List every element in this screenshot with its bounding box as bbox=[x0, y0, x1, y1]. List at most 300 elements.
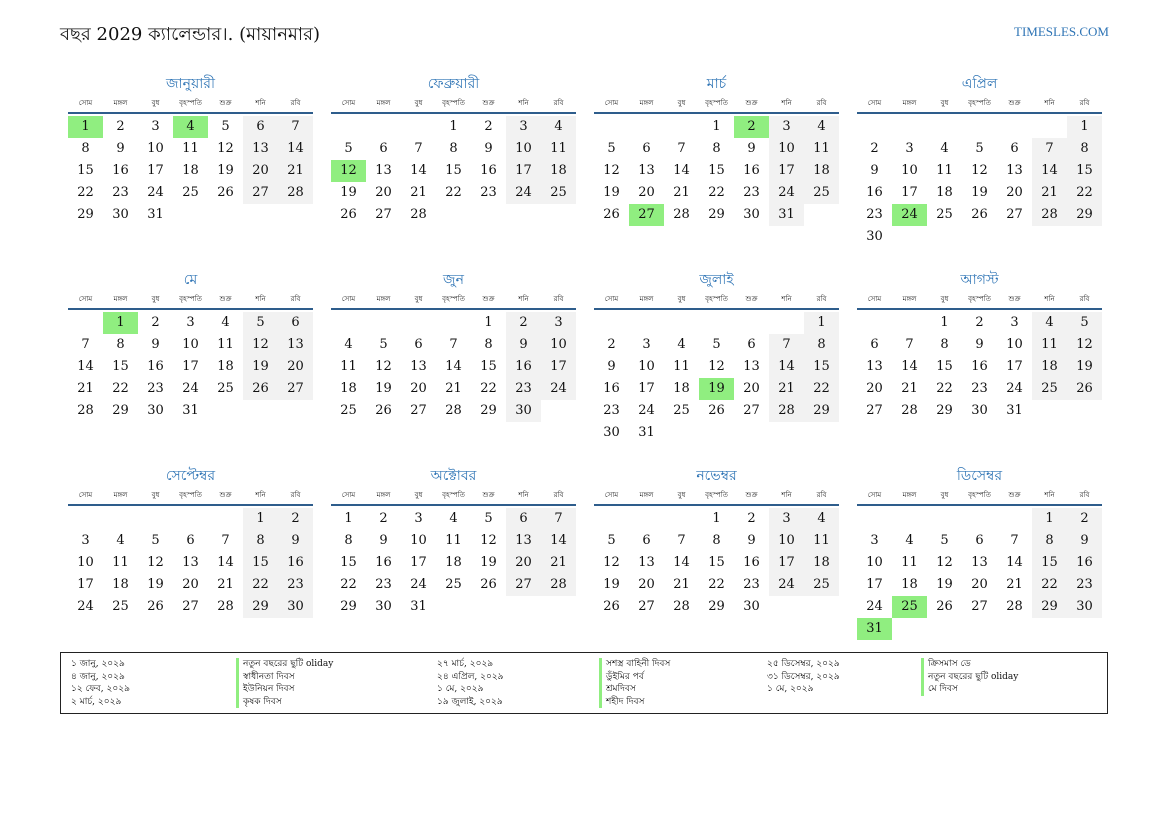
day-cell[interactable]: 6 bbox=[379, 141, 388, 156]
day-cell[interactable]: 9 bbox=[379, 533, 388, 548]
day-cell[interactable]: 28 bbox=[278, 182, 313, 204]
day-cell[interactable]: 26 bbox=[936, 599, 953, 614]
holiday-day-cell[interactable]: 1 bbox=[68, 116, 103, 138]
day-cell[interactable]: 4 bbox=[221, 315, 230, 330]
day-cell[interactable]: 15 bbox=[1032, 552, 1067, 574]
day-cell[interactable]: 8 bbox=[484, 337, 493, 352]
day-cell[interactable]: 15 bbox=[708, 163, 725, 178]
day-cell[interactable]: 16 bbox=[147, 359, 164, 374]
day-cell[interactable]: 30 bbox=[1067, 596, 1102, 618]
day-cell[interactable]: 3 bbox=[186, 315, 195, 330]
day-cell[interactable]: 28 bbox=[901, 403, 918, 418]
day-cell[interactable]: 30 bbox=[603, 425, 620, 440]
day-cell[interactable]: 9 bbox=[870, 163, 879, 178]
day-cell[interactable]: 12 bbox=[480, 533, 497, 548]
day-cell[interactable]: 22 bbox=[480, 381, 497, 396]
day-cell[interactable]: 21 bbox=[901, 381, 918, 396]
day-cell[interactable]: 22 bbox=[804, 378, 839, 400]
day-cell[interactable]: 11 bbox=[541, 138, 576, 160]
day-cell[interactable]: 9 bbox=[975, 337, 984, 352]
day-cell[interactable]: 18 bbox=[804, 160, 839, 182]
day-cell[interactable]: 19 bbox=[217, 163, 234, 178]
day-cell[interactable]: 30 bbox=[375, 599, 392, 614]
day-cell[interactable]: 26 bbox=[480, 577, 497, 592]
day-cell[interactable]: 26 bbox=[708, 403, 725, 418]
day-cell[interactable]: 21 bbox=[541, 552, 576, 574]
day-cell[interactable]: 28 bbox=[410, 207, 427, 222]
day-cell[interactable]: 14 bbox=[1032, 160, 1067, 182]
day-cell[interactable]: 18 bbox=[217, 359, 234, 374]
day-cell[interactable]: 29 bbox=[708, 599, 725, 614]
day-cell[interactable]: 9 bbox=[484, 141, 493, 156]
day-cell[interactable]: 4 bbox=[449, 511, 458, 526]
day-cell[interactable]: 21 bbox=[278, 160, 313, 182]
day-cell[interactable]: 7 bbox=[449, 337, 458, 352]
day-cell[interactable]: 14 bbox=[217, 555, 234, 570]
day-cell[interactable]: 24 bbox=[769, 182, 804, 204]
day-cell[interactable]: 26 bbox=[217, 185, 234, 200]
day-cell[interactable]: 13 bbox=[1006, 163, 1023, 178]
day-cell[interactable]: 25 bbox=[217, 381, 234, 396]
day-cell[interactable]: 16 bbox=[506, 356, 541, 378]
day-cell[interactable]: 4 bbox=[905, 533, 914, 548]
day-cell[interactable]: 21 bbox=[445, 381, 462, 396]
day-cell[interactable]: 1 bbox=[940, 315, 949, 330]
day-cell[interactable]: 3 bbox=[81, 533, 90, 548]
day-cell[interactable]: 29 bbox=[243, 596, 278, 618]
day-cell[interactable]: 10 bbox=[541, 334, 576, 356]
day-cell[interactable]: 19 bbox=[603, 185, 620, 200]
day-cell[interactable]: 31 bbox=[410, 599, 427, 614]
day-cell[interactable]: 23 bbox=[112, 185, 129, 200]
day-cell[interactable]: 23 bbox=[480, 185, 497, 200]
day-cell[interactable]: 19 bbox=[936, 577, 953, 592]
day-cell[interactable]: 25 bbox=[182, 185, 199, 200]
day-cell[interactable]: 19 bbox=[243, 356, 278, 378]
day-cell[interactable]: 11 bbox=[217, 337, 234, 352]
day-cell[interactable]: 5 bbox=[975, 141, 984, 156]
day-cell[interactable]: 16 bbox=[971, 359, 988, 374]
day-cell[interactable]: 6 bbox=[186, 533, 195, 548]
day-cell[interactable]: 17 bbox=[769, 160, 804, 182]
day-cell[interactable]: 9 bbox=[607, 359, 616, 374]
day-cell[interactable]: 27 bbox=[1006, 207, 1023, 222]
day-cell[interactable]: 8 bbox=[116, 337, 125, 352]
day-cell[interactable]: 17 bbox=[769, 552, 804, 574]
day-cell[interactable]: 24 bbox=[769, 574, 804, 596]
day-cell[interactable]: 13 bbox=[638, 555, 655, 570]
day-cell[interactable]: 3 bbox=[541, 312, 576, 334]
day-cell[interactable]: 8 bbox=[243, 530, 278, 552]
day-cell[interactable]: 28 bbox=[673, 207, 690, 222]
day-cell[interactable]: 23 bbox=[743, 185, 760, 200]
day-cell[interactable]: 4 bbox=[116, 533, 125, 548]
day-cell[interactable]: 7 bbox=[81, 337, 90, 352]
day-cell[interactable]: 21 bbox=[1032, 182, 1067, 204]
day-cell[interactable]: 27 bbox=[278, 378, 313, 400]
day-cell[interactable]: 23 bbox=[375, 577, 392, 592]
day-cell[interactable]: 5 bbox=[484, 511, 493, 526]
day-cell[interactable]: 1 bbox=[1032, 508, 1067, 530]
day-cell[interactable]: 21 bbox=[217, 577, 234, 592]
day-cell[interactable]: 16 bbox=[603, 381, 620, 396]
day-cell[interactable]: 21 bbox=[769, 378, 804, 400]
day-cell[interactable]: 20 bbox=[375, 185, 392, 200]
day-cell[interactable]: 15 bbox=[480, 359, 497, 374]
day-cell[interactable]: 18 bbox=[112, 577, 129, 592]
holiday-day-cell[interactable]: 2 bbox=[734, 116, 769, 138]
day-cell[interactable]: 12 bbox=[936, 555, 953, 570]
day-cell[interactable]: 20 bbox=[638, 577, 655, 592]
day-cell[interactable]: 14 bbox=[410, 163, 427, 178]
day-cell[interactable]: 24 bbox=[1006, 381, 1023, 396]
day-cell[interactable]: 30 bbox=[506, 400, 541, 422]
day-cell[interactable]: 19 bbox=[1067, 356, 1102, 378]
day-cell[interactable]: 23 bbox=[971, 381, 988, 396]
day-cell[interactable]: 5 bbox=[1067, 312, 1102, 334]
day-cell[interactable]: 27 bbox=[638, 599, 655, 614]
day-cell[interactable]: 24 bbox=[506, 182, 541, 204]
day-cell[interactable]: 18 bbox=[182, 163, 199, 178]
day-cell[interactable]: 20 bbox=[971, 577, 988, 592]
day-cell[interactable]: 18 bbox=[936, 185, 953, 200]
day-cell[interactable]: 14 bbox=[445, 359, 462, 374]
day-cell[interactable]: 14 bbox=[901, 359, 918, 374]
day-cell[interactable]: 6 bbox=[642, 141, 651, 156]
day-cell[interactable]: 16 bbox=[480, 163, 497, 178]
day-cell[interactable]: 18 bbox=[445, 555, 462, 570]
day-cell[interactable]: 25 bbox=[1032, 378, 1067, 400]
day-cell[interactable]: 11 bbox=[901, 555, 918, 570]
day-cell[interactable]: 16 bbox=[112, 163, 129, 178]
day-cell[interactable]: 19 bbox=[603, 577, 620, 592]
day-cell[interactable]: 2 bbox=[870, 141, 879, 156]
day-cell[interactable]: 29 bbox=[1032, 596, 1067, 618]
day-cell[interactable]: 6 bbox=[870, 337, 879, 352]
day-cell[interactable]: 20 bbox=[638, 185, 655, 200]
day-cell[interactable]: 17 bbox=[1006, 359, 1023, 374]
day-cell[interactable]: 11 bbox=[1032, 334, 1067, 356]
day-cell[interactable]: 27 bbox=[182, 599, 199, 614]
day-cell[interactable]: 15 bbox=[445, 163, 462, 178]
day-cell[interactable]: 29 bbox=[936, 403, 953, 418]
day-cell[interactable]: 16 bbox=[375, 555, 392, 570]
day-cell[interactable]: 9 bbox=[747, 533, 756, 548]
day-cell[interactable]: 16 bbox=[743, 555, 760, 570]
day-cell[interactable]: 20 bbox=[182, 577, 199, 592]
day-cell[interactable]: 19 bbox=[971, 185, 988, 200]
day-cell[interactable]: 29 bbox=[708, 207, 725, 222]
day-cell[interactable]: 13 bbox=[638, 163, 655, 178]
day-cell[interactable]: 22 bbox=[77, 185, 94, 200]
day-cell[interactable]: 6 bbox=[278, 312, 313, 334]
day-cell[interactable]: 17 bbox=[77, 577, 94, 592]
day-cell[interactable]: 19 bbox=[375, 381, 392, 396]
day-cell[interactable]: 27 bbox=[410, 403, 427, 418]
day-cell[interactable]: 10 bbox=[147, 141, 164, 156]
day-cell[interactable]: 20 bbox=[506, 552, 541, 574]
holiday-day-cell[interactable]: 27 bbox=[629, 204, 664, 226]
day-cell[interactable]: 8 bbox=[344, 533, 353, 548]
day-cell[interactable]: 6 bbox=[243, 116, 278, 138]
day-cell[interactable]: 22 bbox=[1032, 574, 1067, 596]
holiday-day-cell[interactable]: 24 bbox=[892, 204, 927, 226]
day-cell[interactable]: 26 bbox=[1067, 378, 1102, 400]
day-cell[interactable]: 15 bbox=[936, 359, 953, 374]
day-cell[interactable]: 16 bbox=[1067, 552, 1102, 574]
day-cell[interactable]: 6 bbox=[975, 533, 984, 548]
day-cell[interactable]: 30 bbox=[971, 403, 988, 418]
day-cell[interactable]: 23 bbox=[603, 403, 620, 418]
day-cell[interactable]: 22 bbox=[112, 381, 129, 396]
day-cell[interactable]: 7 bbox=[1032, 138, 1067, 160]
day-cell[interactable]: 2 bbox=[607, 337, 616, 352]
day-cell[interactable]: 19 bbox=[480, 555, 497, 570]
day-cell[interactable]: 15 bbox=[1067, 160, 1102, 182]
day-cell[interactable]: 3 bbox=[642, 337, 651, 352]
day-cell[interactable]: 25 bbox=[340, 403, 357, 418]
day-cell[interactable]: 17 bbox=[410, 555, 427, 570]
day-cell[interactable]: 23 bbox=[1067, 574, 1102, 596]
day-cell[interactable]: 7 bbox=[1010, 533, 1019, 548]
day-cell[interactable]: 10 bbox=[410, 533, 427, 548]
day-cell[interactable]: 18 bbox=[1032, 356, 1067, 378]
day-cell[interactable]: 31 bbox=[147, 207, 164, 222]
day-cell[interactable]: 3 bbox=[905, 141, 914, 156]
day-cell[interactable]: 17 bbox=[901, 185, 918, 200]
day-cell[interactable]: 15 bbox=[804, 356, 839, 378]
day-cell[interactable]: 27 bbox=[971, 599, 988, 614]
day-cell[interactable]: 9 bbox=[151, 337, 160, 352]
day-cell[interactable]: 5 bbox=[607, 533, 616, 548]
day-cell[interactable]: 25 bbox=[445, 577, 462, 592]
day-cell[interactable]: 13 bbox=[410, 359, 427, 374]
day-cell[interactable]: 18 bbox=[340, 381, 357, 396]
day-cell[interactable]: 17 bbox=[182, 359, 199, 374]
day-cell[interactable]: 3 bbox=[1010, 315, 1019, 330]
day-cell[interactable]: 29 bbox=[77, 207, 94, 222]
day-cell[interactable]: 7 bbox=[769, 334, 804, 356]
day-cell[interactable]: 16 bbox=[866, 185, 883, 200]
day-cell[interactable]: 19 bbox=[340, 185, 357, 200]
day-cell[interactable]: 1 bbox=[344, 511, 353, 526]
day-cell[interactable]: 22 bbox=[340, 577, 357, 592]
day-cell[interactable]: 22 bbox=[708, 185, 725, 200]
day-cell[interactable]: 15 bbox=[243, 552, 278, 574]
day-cell[interactable]: 28 bbox=[769, 400, 804, 422]
day-cell[interactable]: 2 bbox=[1067, 508, 1102, 530]
day-cell[interactable]: 13 bbox=[971, 555, 988, 570]
day-cell[interactable]: 20 bbox=[743, 381, 760, 396]
day-cell[interactable]: 13 bbox=[743, 359, 760, 374]
day-cell[interactable]: 17 bbox=[506, 160, 541, 182]
day-cell[interactable]: 22 bbox=[1067, 182, 1102, 204]
holiday-day-cell[interactable]: 4 bbox=[173, 116, 208, 138]
day-cell[interactable]: 2 bbox=[151, 315, 160, 330]
day-cell[interactable]: 8 bbox=[1067, 138, 1102, 160]
day-cell[interactable]: 13 bbox=[243, 138, 278, 160]
day-cell[interactable]: 17 bbox=[147, 163, 164, 178]
day-cell[interactable]: 3 bbox=[769, 508, 804, 530]
day-cell[interactable]: 16 bbox=[743, 163, 760, 178]
day-cell[interactable]: 31 bbox=[769, 204, 804, 226]
day-cell[interactable]: 4 bbox=[1032, 312, 1067, 334]
day-cell[interactable]: 3 bbox=[414, 511, 423, 526]
day-cell[interactable]: 4 bbox=[344, 337, 353, 352]
day-cell[interactable]: 30 bbox=[278, 596, 313, 618]
day-cell[interactable]: 24 bbox=[147, 185, 164, 200]
day-cell[interactable]: 13 bbox=[866, 359, 883, 374]
day-cell[interactable]: 9 bbox=[1067, 530, 1102, 552]
day-cell[interactable]: 5 bbox=[151, 533, 160, 548]
day-cell[interactable]: 1 bbox=[712, 511, 721, 526]
day-cell[interactable]: 4 bbox=[804, 508, 839, 530]
holiday-day-cell[interactable]: 19 bbox=[699, 378, 734, 400]
day-cell[interactable]: 24 bbox=[638, 403, 655, 418]
day-cell[interactable]: 1 bbox=[1067, 116, 1102, 138]
day-cell[interactable]: 12 bbox=[375, 359, 392, 374]
day-cell[interactable]: 22 bbox=[243, 574, 278, 596]
day-cell[interactable]: 26 bbox=[147, 599, 164, 614]
day-cell[interactable]: 8 bbox=[712, 533, 721, 548]
day-cell[interactable]: 22 bbox=[936, 381, 953, 396]
day-cell[interactable]: 11 bbox=[936, 163, 953, 178]
day-cell[interactable]: 24 bbox=[866, 599, 883, 614]
day-cell[interactable]: 5 bbox=[221, 119, 230, 134]
day-cell[interactable]: 6 bbox=[1010, 141, 1019, 156]
day-cell[interactable]: 6 bbox=[747, 337, 756, 352]
day-cell[interactable]: 17 bbox=[638, 381, 655, 396]
day-cell[interactable]: 14 bbox=[1006, 555, 1023, 570]
day-cell[interactable]: 4 bbox=[541, 116, 576, 138]
day-cell[interactable]: 10 bbox=[77, 555, 94, 570]
day-cell[interactable]: 10 bbox=[769, 138, 804, 160]
day-cell[interactable]: 17 bbox=[866, 577, 883, 592]
day-cell[interactable]: 11 bbox=[673, 359, 690, 374]
day-cell[interactable]: 25 bbox=[804, 182, 839, 204]
day-cell[interactable]: 27 bbox=[506, 574, 541, 596]
holiday-day-cell[interactable]: 1 bbox=[103, 312, 138, 334]
holiday-day-cell[interactable]: 31 bbox=[857, 618, 892, 640]
day-cell[interactable]: 20 bbox=[278, 356, 313, 378]
day-cell[interactable]: 13 bbox=[278, 334, 313, 356]
holiday-day-cell[interactable]: 12 bbox=[331, 160, 366, 182]
day-cell[interactable]: 7 bbox=[278, 116, 313, 138]
day-cell[interactable]: 11 bbox=[445, 533, 462, 548]
day-cell[interactable]: 26 bbox=[603, 207, 620, 222]
day-cell[interactable]: 18 bbox=[541, 160, 576, 182]
day-cell[interactable]: 14 bbox=[673, 163, 690, 178]
day-cell[interactable]: 18 bbox=[673, 381, 690, 396]
day-cell[interactable]: 2 bbox=[975, 315, 984, 330]
day-cell[interactable]: 29 bbox=[804, 400, 839, 422]
day-cell[interactable]: 8 bbox=[449, 141, 458, 156]
day-cell[interactable]: 28 bbox=[1006, 599, 1023, 614]
day-cell[interactable]: 26 bbox=[971, 207, 988, 222]
day-cell[interactable]: 13 bbox=[182, 555, 199, 570]
day-cell[interactable]: 24 bbox=[541, 378, 576, 400]
day-cell[interactable]: 27 bbox=[375, 207, 392, 222]
day-cell[interactable]: 14 bbox=[769, 356, 804, 378]
day-cell[interactable]: 24 bbox=[410, 577, 427, 592]
day-cell[interactable]: 14 bbox=[77, 359, 94, 374]
day-cell[interactable]: 23 bbox=[743, 577, 760, 592]
day-cell[interactable]: 9 bbox=[116, 141, 125, 156]
day-cell[interactable]: 24 bbox=[182, 381, 199, 396]
day-cell[interactable]: 5 bbox=[344, 141, 353, 156]
day-cell[interactable]: 8 bbox=[940, 337, 949, 352]
day-cell[interactable]: 31 bbox=[638, 425, 655, 440]
day-cell[interactable]: 7 bbox=[677, 533, 686, 548]
day-cell[interactable]: 2 bbox=[506, 312, 541, 334]
day-cell[interactable]: 1 bbox=[484, 315, 493, 330]
day-cell[interactable]: 7 bbox=[541, 508, 576, 530]
day-cell[interactable]: 30 bbox=[743, 599, 760, 614]
day-cell[interactable]: 9 bbox=[506, 334, 541, 356]
day-cell[interactable]: 2 bbox=[278, 508, 313, 530]
day-cell[interactable]: 9 bbox=[278, 530, 313, 552]
day-cell[interactable]: 7 bbox=[221, 533, 230, 548]
day-cell[interactable]: 7 bbox=[905, 337, 914, 352]
day-cell[interactable]: 7 bbox=[414, 141, 423, 156]
day-cell[interactable]: 21 bbox=[1006, 577, 1023, 592]
day-cell[interactable]: 23 bbox=[147, 381, 164, 396]
day-cell[interactable]: 1 bbox=[804, 312, 839, 334]
day-cell[interactable]: 23 bbox=[278, 574, 313, 596]
day-cell[interactable]: 30 bbox=[743, 207, 760, 222]
day-cell[interactable]: 14 bbox=[541, 530, 576, 552]
day-cell[interactable]: 12 bbox=[603, 163, 620, 178]
day-cell[interactable]: 15 bbox=[340, 555, 357, 570]
day-cell[interactable]: 22 bbox=[445, 185, 462, 200]
site-link[interactable]: TIMESLES.COM bbox=[1014, 24, 1109, 39]
day-cell[interactable]: 9 bbox=[747, 141, 756, 156]
day-cell[interactable]: 28 bbox=[541, 574, 576, 596]
day-cell[interactable]: 30 bbox=[866, 229, 883, 244]
day-cell[interactable]: 28 bbox=[445, 403, 462, 418]
day-cell[interactable]: 11 bbox=[112, 555, 129, 570]
day-cell[interactable]: 29 bbox=[480, 403, 497, 418]
day-cell[interactable]: 25 bbox=[936, 207, 953, 222]
day-cell[interactable]: 22 bbox=[708, 577, 725, 592]
day-cell[interactable]: 18 bbox=[901, 577, 918, 592]
day-cell[interactable]: 21 bbox=[673, 185, 690, 200]
day-cell[interactable]: 26 bbox=[603, 599, 620, 614]
day-cell[interactable]: 5 bbox=[607, 141, 616, 156]
day-cell[interactable]: 7 bbox=[677, 141, 686, 156]
day-cell[interactable]: 2 bbox=[379, 511, 388, 526]
day-cell[interactable]: 26 bbox=[340, 207, 357, 222]
day-cell[interactable]: 12 bbox=[708, 359, 725, 374]
day-cell[interactable]: 2 bbox=[116, 119, 125, 134]
day-cell[interactable]: 3 bbox=[506, 116, 541, 138]
day-cell[interactable]: 28 bbox=[1032, 204, 1067, 226]
day-cell[interactable]: 12 bbox=[1067, 334, 1102, 356]
day-cell[interactable]: 2 bbox=[484, 119, 493, 134]
day-cell[interactable]: 15 bbox=[112, 359, 129, 374]
day-cell[interactable]: 13 bbox=[506, 530, 541, 552]
day-cell[interactable]: 25 bbox=[112, 599, 129, 614]
day-cell[interactable]: 20 bbox=[243, 160, 278, 182]
day-cell[interactable]: 12 bbox=[603, 555, 620, 570]
day-cell[interactable]: 11 bbox=[804, 530, 839, 552]
day-cell[interactable]: 28 bbox=[673, 599, 690, 614]
day-cell[interactable]: 25 bbox=[804, 574, 839, 596]
day-cell[interactable]: 3 bbox=[870, 533, 879, 548]
day-cell[interactable]: 21 bbox=[77, 381, 94, 396]
day-cell[interactable]: 4 bbox=[677, 337, 686, 352]
day-cell[interactable]: 14 bbox=[278, 138, 313, 160]
